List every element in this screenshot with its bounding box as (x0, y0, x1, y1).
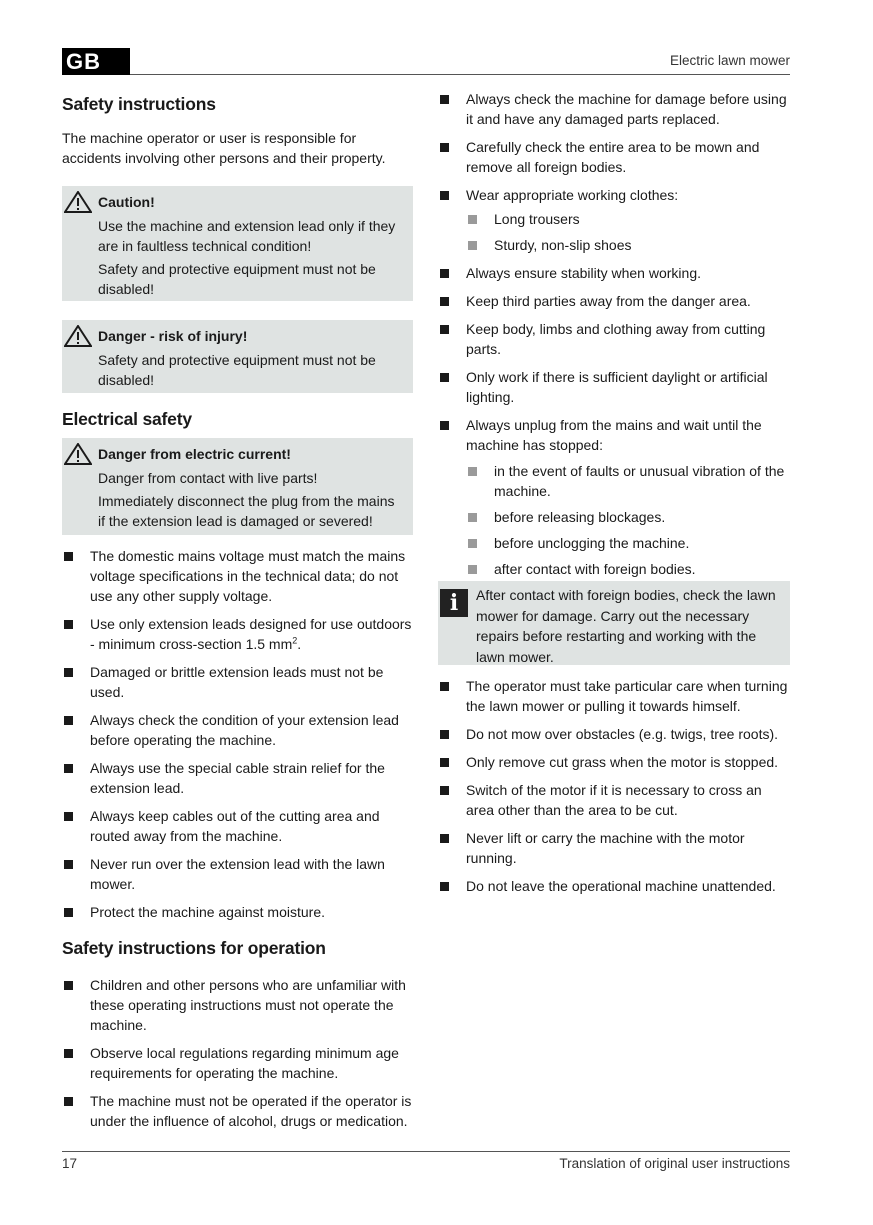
operation-heading: Safety instructions for operation (62, 938, 326, 958)
list-item: The machine must not be operated if the operator is under the influence of alcohol, drugs or medication. (62, 1091, 413, 1131)
warning-icon (64, 191, 92, 213)
list-item: Observe local regulations regarding minimum age requirements for operating the machine. (62, 1043, 413, 1083)
list-item: Never lift or carry the machine with the motor running. (438, 828, 790, 868)
list-item: Keep third parties away from the danger area. (438, 291, 790, 311)
list-item: Never run over the extension lead with the lawn mower. (62, 854, 413, 894)
sublist-item: before unclogging the machine. (466, 533, 790, 553)
list-item: Children and other persons who are unfamiliar with these operating instructions must not operate the machine. (62, 975, 413, 1035)
sublist-item: after contact with foreign bodies. (466, 559, 790, 579)
page-footer (62, 1151, 790, 1176)
electrical-heading: Electrical safety (62, 409, 192, 429)
list-item: Only work if there is sufficient daylight or artificial lighting. (438, 367, 790, 407)
page-number: 17 (62, 1156, 78, 1171)
list-item: Always check the condition of your extension lead before operating the machine. (62, 710, 413, 750)
info-box (438, 581, 790, 665)
header-title: Electric lawn mower (669, 53, 790, 68)
danger-injury-title: Danger - risk of injury! (98, 328, 248, 344)
list-item: Carefully check the entire area to be mown and remove all foreign bodies. (438, 137, 790, 177)
caution-line-1: Use the machine and extension lead only if they are in faultless technical condition! (98, 218, 396, 254)
list-item: Use only extension leads designed for use outdoors - minimum cross-section 1.5 $mm^2$. (62, 614, 413, 654)
list-item: Always check the machine for damage before using it and have any damaged parts replaced. (438, 89, 790, 129)
list-item: Damaged or brittle extension leads must not be used. (62, 662, 413, 702)
list-item: Keep body, limbs and clothing away from cutting parts. (438, 319, 790, 359)
right-column (438, 86, 790, 904)
sublist-item: Sturdy, non-slip shoes (466, 235, 790, 255)
danger-injury-line-1: Safety and protective equipment must not be disabled! (98, 352, 376, 388)
danger-electric-box (62, 438, 413, 535)
list-item: Do not mow over obstacles (e.g. twigs, tree roots). (438, 724, 790, 744)
general-list (438, 89, 790, 579)
electrical-list (62, 546, 413, 922)
operation-list (62, 975, 413, 1131)
caution-title: Caution! (98, 194, 155, 210)
page-header (62, 48, 790, 75)
danger-electric-line-1: Danger from contact with live parts! (98, 470, 318, 486)
caution-box (62, 186, 413, 301)
intro-text: The machine operator or user is responsible for accidents involving other persons and their property. (62, 130, 386, 166)
list-item: Switch of the motor if it is necessary to cross an area other than the area to be cut. (438, 780, 790, 820)
danger-electric-title: Danger from electric current! (98, 446, 291, 462)
safety-heading: Safety instructions (62, 94, 216, 114)
info-text: After contact with foreign bodies, check the lawn mower for damage. Carry out the necessary repairs before restarting and working with the lawn mower. (476, 587, 776, 665)
list-item: Always ensure stability when working. (438, 263, 790, 283)
warning-icon (64, 443, 92, 465)
language-badge: GB (62, 48, 130, 75)
sublist-item: before releasing blockages. (466, 507, 790, 527)
danger-electric-line-2: Immediately disconnect the plug from the mains if the extension lead is damaged or severed! (98, 493, 395, 529)
list-item: Only remove cut grass when the motor is stopped. (438, 752, 790, 772)
list-item: Protect the machine against moisture. (62, 902, 413, 922)
footer-title: Translation of original user instructions (559, 1156, 790, 1171)
list-item: The operator must take particular care when turning the lawn mower or pulling it towards himself. (438, 676, 790, 716)
handling-list (438, 676, 790, 896)
list-item: Do not leave the operational machine unattended. (438, 876, 790, 896)
list-item: The domestic mains voltage must match the mains voltage specifications in the technical data; do not use any other supply voltage. (62, 546, 413, 606)
clothes-sublist (466, 209, 790, 255)
left-column (62, 86, 413, 1139)
warning-icon (64, 325, 92, 347)
sublist-item: in the event of faults or unusual vibration of the machine. (466, 461, 790, 501)
unplug-sublist (466, 461, 790, 579)
caution-line-2: Safety and protective equipment must not be disabled! (98, 261, 376, 297)
list-item: Always unplug from the mains and wait until the machine has stopped: in the event of faults or unusual vibration of the machine. before releasing blockages. before unclogging the machine. after contact with foreign bodies. (438, 415, 790, 579)
info-icon: i (440, 589, 468, 617)
list-item: Always use the special cable strain relief for the extension lead. (62, 758, 413, 798)
sublist-item: Long trousers (466, 209, 790, 229)
danger-injury-box (62, 320, 413, 393)
list-item: Always keep cables out of the cutting area and routed away from the machine. (62, 806, 413, 846)
list-item: Wear appropriate working clothes: Long trousers Sturdy, non-slip shoes (438, 185, 790, 255)
